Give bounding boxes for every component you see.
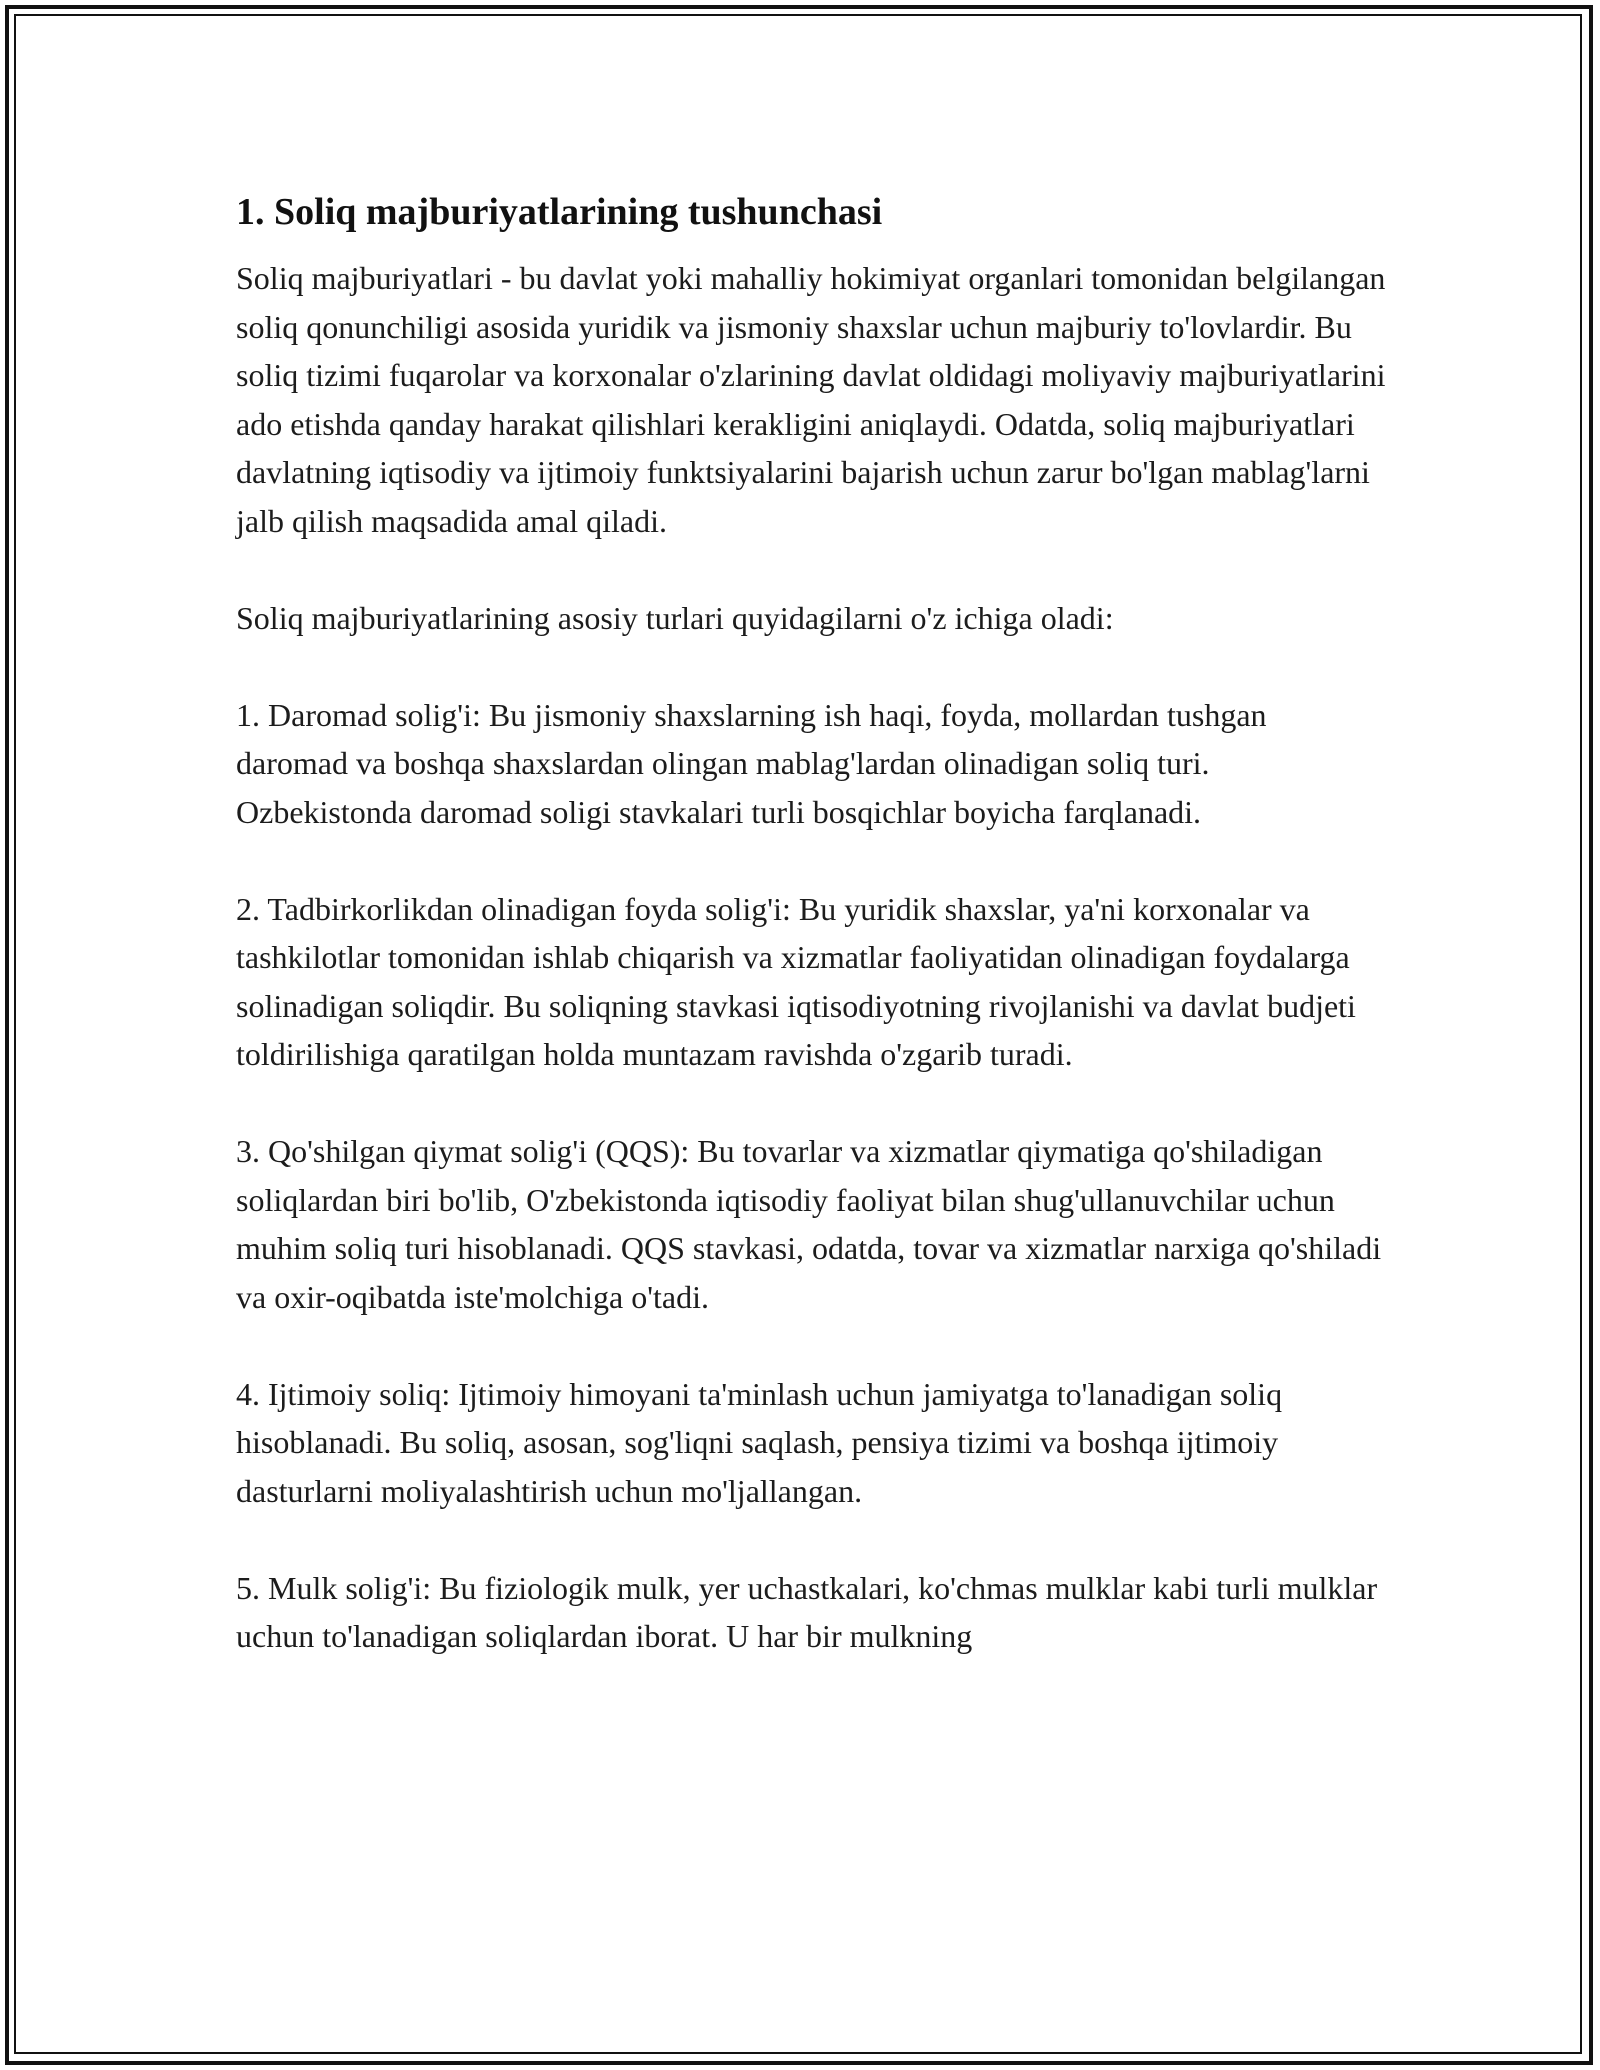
paragraph-social-tax: 4. Ijtimoiy soliq: Ijtimoiy himoyani ta'minlash uchun jamiyatga to'lanadigan soliq hisoblanadi. Bu soliq, asosan, sog'liqni saqlash, pensiya tizimi va boshqa ijtimoiy dasturlarni moliyalashtirish uchun mo'ljallangan. (236, 1375, 1283, 1509)
paragraph-types-intro: Soliq majburiyatlarining asosiy turlari quyidagilarni o'z ichiga oladi: (236, 599, 1114, 636)
document-body (236, 188, 1386, 1661)
paragraph-profit-tax: 2. Tadbirkorlikdan olinadigan foyda solig'i: Bu yuridik shaxslar, ya'ni korxonalar va tashkilotlar tomonidan ishlab chiqarish va xizmatlar faoliyatidan olinadigan foydalarga solinadigan soliqdir. Bu soliqning stavkasi iqtisodiyotning rivojlanishi va davlat budjeti toldirilishiga qaratilgan holda muntazam ravishda o'zgarib turadi. (236, 890, 1356, 1072)
section-heading: 1. Soliq majburiyatlarining tushunchasi (236, 191, 883, 233)
paragraph-property-tax: 5. Mulk solig'i: Bu fiziologik mulk, yer uchastkalari, ko'chmas mulklar kabi turli mulklar uchun to'lanadigan soliqlardan iborat. U har bir mulkning (236, 1569, 1378, 1654)
paragraph-vat: 3. Qo'shilgan qiymat solig'i (QQS): Bu tovarlar va xizmatlar qiymatiga qo'shiladigan soliqlardan biri bo'lib, O'zbekistonda iqtisodiy faoliyat bilan shug'ullanuvchilar uchun muhim soliq turi hisoblanadi. QQS stavkasi, odatda, tovar va xizmatlar narxiga qo'shiladi va oxir-oqibatda iste'molchiga o'tadi. (236, 1133, 1382, 1315)
paragraph-definition: Soliq majburiyatlari - bu davlat yoki mahalliy hokimiyat organlari tomonidan belgilangan soliq qonunchiligi asosida yuridik va jismoniy shaxslar uchun majburiy to'lovlardir. Bu soliq tizimi fuqarolar va korxonalar o'zlarining davlat oldidagi moliyaviy majburiyatlarini ado etishda qanday harakat qilishlari kerakligini aniqlaydi. Odatda, soliq majburiyatlari davlatning iqtisodiy va ijtimoiy funktsiyalarini bajarish uchun zarur bo'lgan mablag'larni jalb qilish maqsadida amal qiladi. (236, 260, 1386, 539)
paragraph-income-tax: 1. Daromad solig'i: Bu jismoniy shaxslarning ish haqi, foyda, mollardan tushgan daromad va boshqa shaxslardan olingan mablag'lardan olinadigan soliq turi. Ozbekistonda daromad soligi stavkalari turli bosqichlar boyicha farqlanadi. (236, 696, 1267, 830)
